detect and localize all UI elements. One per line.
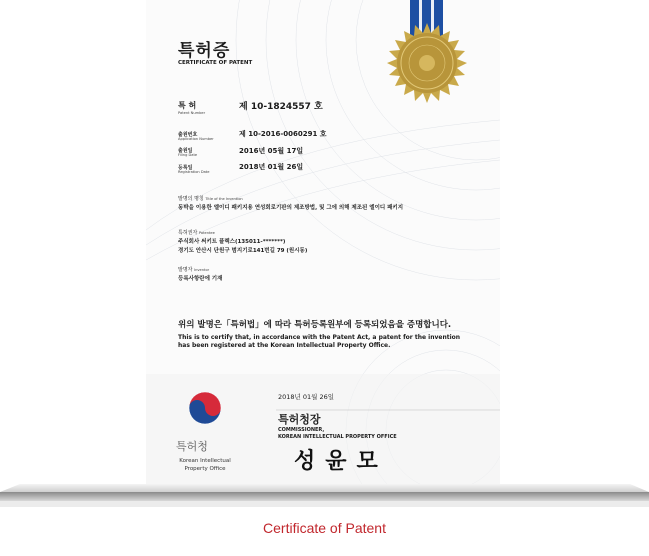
application-number-label: 출원번호 bbox=[178, 132, 198, 138]
patentee-name: 주식회사 써키트 플렉스(135011-*******) bbox=[178, 239, 286, 245]
invention-title-label-text: 발명의 명칭 bbox=[178, 196, 204, 202]
statement-en-line-2: has been registered at the Korean Intellectual Property Office. bbox=[178, 342, 391, 349]
kipo-en-line-1: Korean Intellectual bbox=[179, 458, 231, 464]
registration-date-sublabel: Registration Date bbox=[178, 170, 210, 174]
filing-date-label: 출원일 bbox=[178, 148, 193, 154]
inventor-label-text: 발명자 bbox=[178, 267, 193, 273]
filing-date-sublabel: Filing Date bbox=[178, 153, 198, 157]
inventor-value: 등록사항란에 기재 bbox=[178, 276, 223, 282]
patentee-address: 경기도 안산시 단원구 범지기로141번길 79 (원시동) bbox=[178, 248, 308, 254]
certificate-title-en: CERTIFICATE OF PATENT bbox=[178, 60, 253, 66]
patent-certificate bbox=[146, 0, 500, 484]
invention-title-label bbox=[178, 195, 243, 202]
patent-number-sublabel: Patent Number bbox=[178, 111, 206, 115]
commissioner-signature: 성윤모 bbox=[294, 448, 388, 474]
certificate-title: 특허증 bbox=[178, 41, 231, 61]
kipo-en-line-2: Property Office bbox=[184, 466, 226, 472]
commissioner-en-line-2: KOREAN INTELLECTUAL PROPERTY OFFICE bbox=[278, 433, 397, 440]
filing-date-value: 2016년 05월 17일 bbox=[239, 147, 304, 155]
inventor-label bbox=[178, 266, 209, 273]
kipo-name-ko: 특허청 bbox=[176, 440, 208, 453]
registration-date-label: 등록일 bbox=[178, 165, 193, 171]
patent-number-value: 제 10-1824557 호 bbox=[239, 102, 323, 112]
patentee-label bbox=[178, 229, 215, 236]
patentee-sublabel: Patentee bbox=[198, 231, 215, 235]
certification-statement-ko: 위의 발명은「특허법」에 따라 특허등록원부에 등록되었음을 증명합니다. bbox=[178, 320, 452, 330]
display-shelf bbox=[0, 480, 649, 514]
patentee-label-text: 특허권자 bbox=[178, 230, 198, 236]
commissioner-title: 특허청장 bbox=[278, 413, 321, 426]
commissioner-en-line-1: COMMISSIONER, bbox=[278, 427, 325, 433]
kipo-name-en bbox=[170, 457, 240, 473]
application-number-sublabel: Application Number bbox=[178, 137, 214, 141]
caption: Certificate of Patent bbox=[263, 520, 386, 536]
inventor-sublabel: Inventor bbox=[194, 268, 210, 272]
gold-seal-icon bbox=[387, 23, 467, 103]
statement-en-line-1: This is to certify that, in accordance with the Patent Act, a patent for the invention bbox=[178, 334, 461, 341]
patent-number-label: 특 허 bbox=[178, 101, 197, 110]
registration-date-value: 2018년 01월 26일 bbox=[239, 163, 304, 171]
kipo-logo-icon bbox=[189, 392, 221, 424]
issue-date: 2018년 01월 26일 bbox=[278, 393, 335, 401]
application-number-value: 제 10-2016-0060291 호 bbox=[239, 130, 327, 138]
certification-statement-en bbox=[178, 334, 460, 350]
invention-title-sublabel: Title of the Invention bbox=[205, 197, 243, 201]
commissioner-title-en bbox=[278, 427, 397, 440]
invention-title-value: 동박을 이용한 엘이디 패키지용 연성회로기판의 제조방법, 및 그에 의해 제조된 엘이디 패키지 bbox=[178, 205, 404, 211]
